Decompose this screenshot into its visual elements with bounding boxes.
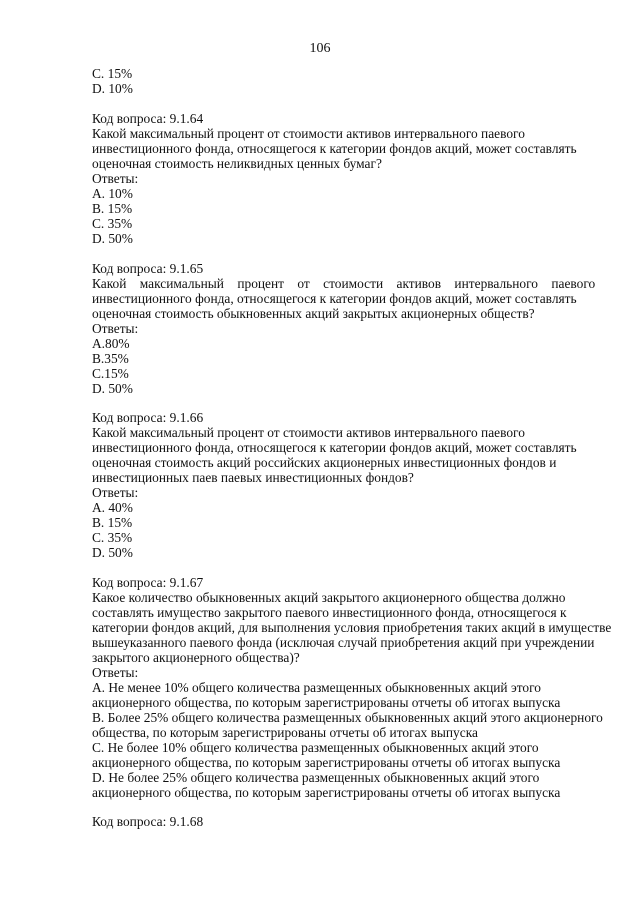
question-text-line: составлять имущество закрытого паевого инвестиционного фонда, относящегося к [92,605,567,620]
question-text-line: инвестиционного фонда, относящегося к категории фондов акций, может составлять [92,291,577,306]
question-text-line: инвестиционного фонда, относящегося к категории фондов акций, может составлять [92,141,577,156]
answer-option: акционерного общества, по которым зарегистрированы отчеты об итогах выпуска [92,755,561,770]
answer-option: A.80% [92,336,130,351]
answer-option: C. 35% [92,530,133,545]
question-text-line: инвестиционного фонда, относящегося к категории фондов акций, может составлять [92,440,577,455]
question-code: Код вопроса: 9.1.67 [92,575,204,590]
answer-option: B. Более 25% общего количества размещенных обыкновенных акций этого акционерного [92,710,603,725]
answer-option: D. 50% [92,231,133,246]
question-text-line: категории фондов акций, для выполнения условия приобретения таких акций в имуществе [92,620,612,635]
question-text-line: Какое количество обыкновенных акций закрытого акционерного общества должно [92,590,566,605]
question-text-line: Какой максимальный процент от стоимости активов интервального паевого [92,425,525,440]
answer-option: акционерного общества, по которым зарегистрированы отчеты об итогах выпуска [92,785,561,800]
question-text-line: оценочная стоимость неликвидных ценных бумаг? [92,156,382,171]
answers-label: Ответы: [92,171,139,186]
question-text-line: инвестиционных паев паевых инвестиционных фондов? [92,470,414,485]
answer-option: C.15% [92,366,129,381]
answer-option: акционерного общества, по которым зарегистрированы отчеты об итогах выпуска [92,695,561,710]
question-code: Код вопроса: 9.1.64 [92,111,204,126]
question-code: Код вопроса: 9.1.68 [92,814,204,829]
answer-option: B. 15% [92,201,133,216]
answer-option: B. 15% [92,515,133,530]
answer-option: C. Не более 10% общего количества размещенных обыкновенных акций этого [92,740,539,755]
answers-label: Ответы: [92,321,139,336]
question-text-line: оценочная стоимость акций российских акционерных инвестиционных фондов и [92,455,557,470]
answer-option: D. 50% [92,381,133,396]
answer-option: B.35% [92,351,129,366]
answer-option: A. 10% [92,186,133,201]
carryover-answer: D. 10% [92,81,133,96]
answer-option: C. 35% [92,216,133,231]
question-code: Код вопроса: 9.1.65 [92,261,204,276]
question-text-line: Какой максимальный процент от стоимости активов интервального паевого [92,126,525,141]
question-text-line: оценочная стоимость обыкновенных акций закрытых акционерных обществ? [92,306,535,321]
answer-option: D. 50% [92,545,133,560]
question-text-line: вышеуказанного паевого фонда (исключая случай приобретения акций при учреждении [92,635,595,650]
answers-label: Ответы: [92,485,139,500]
answer-option: D. Не более 25% общего количества размещенных обыкновенных акций этого [92,770,540,785]
carryover-answer: C. 15% [92,66,133,81]
question-text-line: Какой максимальный процент от стоимости активов интервального паевого [92,276,596,291]
question-code: Код вопроса: 9.1.66 [92,410,204,425]
answer-option: A. Не менее 10% общего количества размещенных обыкновенных акций этого [92,680,541,695]
answer-option: общества, по которым зарегистрированы отчеты об итогах выпуска [92,725,478,740]
answer-option: A. 40% [92,500,133,515]
question-text-line: закрытого акционерного общества)? [92,650,300,665]
answers-label: Ответы: [92,665,139,680]
page-number: 106 [309,41,331,56]
